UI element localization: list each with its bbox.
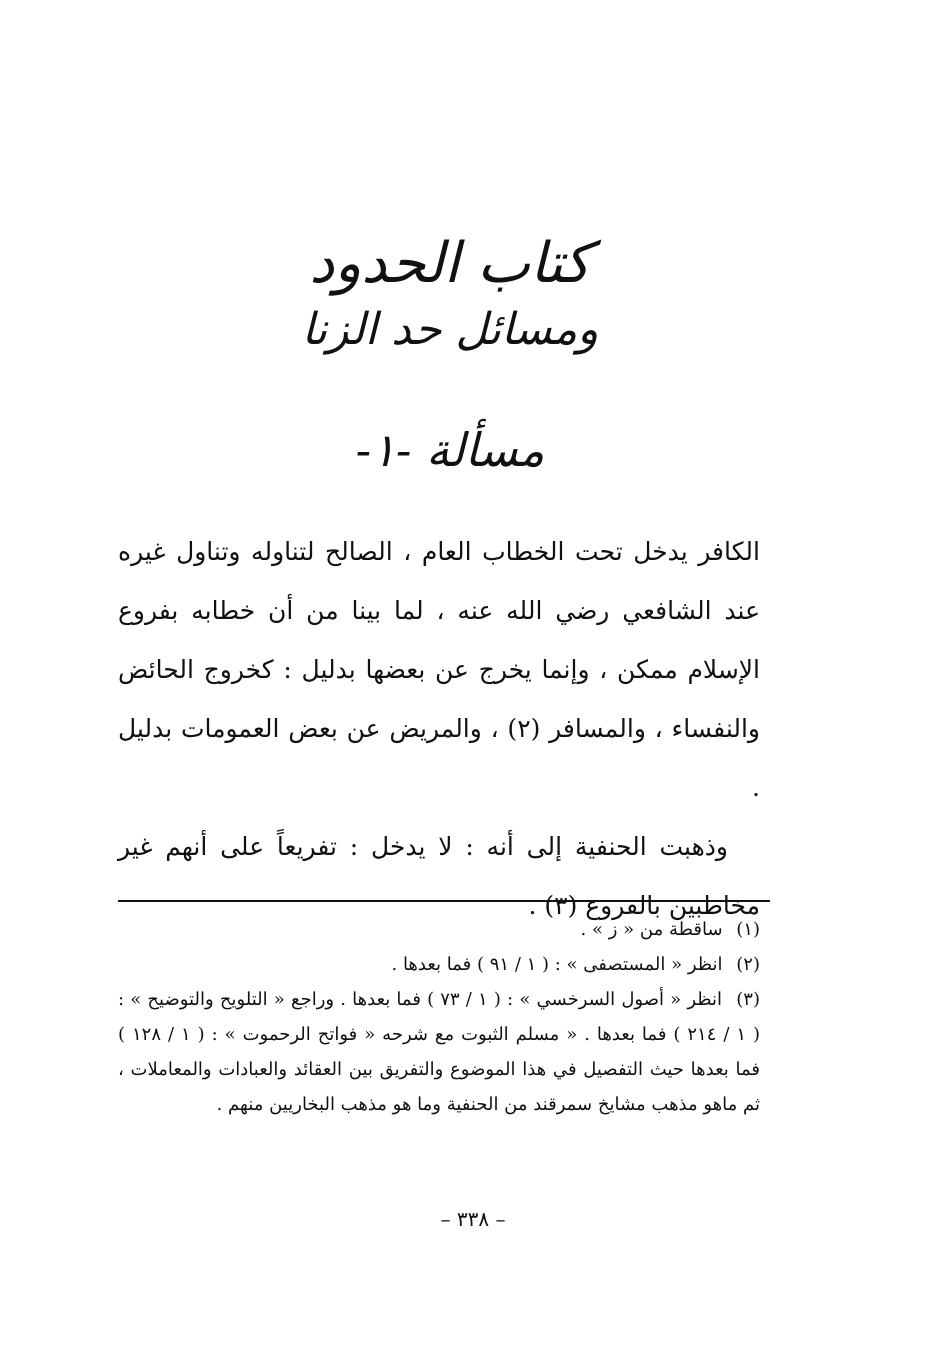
footnote-text: انظر « المستصفى » : ( ١ / ٩١ ) فما بعدها .	[391, 954, 723, 975]
issue-heading: مسألة -١-	[355, 423, 545, 477]
footnote-number: (١)	[736, 919, 760, 940]
footnote-1	[118, 912, 760, 947]
footnote-divider	[118, 900, 770, 902]
chapter-subtitle: ومسائل حد الزنا	[301, 304, 599, 355]
footnote-text: ساقطة من « ز » .	[580, 919, 723, 940]
footnote-3	[118, 982, 760, 1122]
page-number: – ٣٣٨ –	[440, 1207, 506, 1231]
paragraph-2: وذهبت الحنفية إلى أنه : لا يدخل : تفريعاً على أنهم غير مخاطبين بالفروع (٣) .	[118, 832, 760, 920]
paragraph-1: الكافر يدخل تحت الخطاب العام ، الصالح لتناوله وتناول غيره عند الشافعي رضي الله عنه ، لما بينا من أن خطابه بفروع الإسلام ممكن ، وإنما يخرج عن بعضها بدليل : كخروج الحائض والنفساء ، والمسافر (٢) ، والمريض عن بعض العمومات بدليل .	[118, 537, 760, 802]
footnotes	[118, 912, 760, 1122]
footnote-number: (٢)	[736, 954, 760, 975]
book-title: كتاب الحدود	[309, 231, 591, 296]
footnote-number: (٣)	[736, 989, 760, 1010]
main-text	[118, 522, 760, 935]
footnote-text: انظر « أصول السرخسي » : ( ١ / ٧٣ ) فما بعدها . وراجع « التلويح والتوضيح » : ( ١ / ٢١٤ ) فما بعدها . « مسلم الثبوت مع شرحه « فواتح الرحموت » : ( ١ / ١٢٨ ) فما بعدها حيث التفصيل في هذا الموضوع والتفريق بين العقائد والعبادات والمعاملات ، ثم ماهو مذهب مشايخ سمرقند من الحنفية وما هو مذهب البخاريين منهم .	[118, 989, 761, 1115]
footnote-2	[118, 947, 760, 982]
